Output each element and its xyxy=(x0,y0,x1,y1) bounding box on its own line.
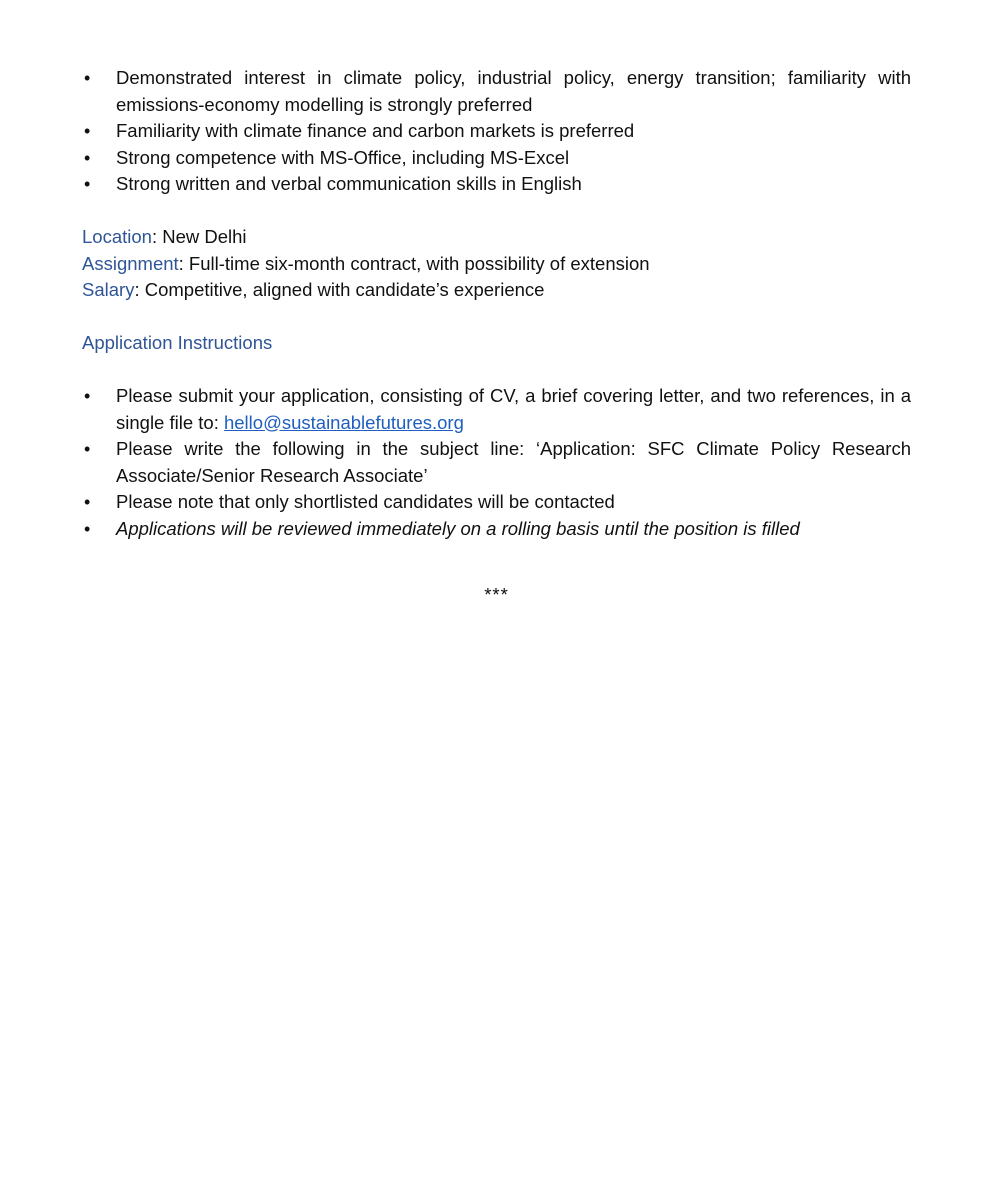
bullet-icon: • xyxy=(84,68,91,88)
bullet-icon: • xyxy=(84,492,91,512)
list-item xyxy=(82,436,911,489)
list-item xyxy=(82,118,911,145)
location-value: : New Delhi xyxy=(151,226,247,247)
spacer xyxy=(82,357,911,384)
spacer xyxy=(82,198,911,225)
list-item xyxy=(82,171,911,198)
list-item xyxy=(82,383,911,436)
application-list xyxy=(82,383,911,542)
spacer xyxy=(82,304,911,331)
location-label: Location xyxy=(82,226,152,247)
bullet-icon: • xyxy=(84,147,91,168)
application-item-text: Please note that only shortlisted candidates will be contacted xyxy=(116,491,615,512)
application-heading: Application Instructions xyxy=(82,332,273,353)
section-separator: *** xyxy=(484,584,509,605)
bullet-icon: • xyxy=(84,439,91,459)
document-page xyxy=(82,65,911,609)
bullet-icon: • xyxy=(84,518,91,539)
application-item-text: Applications will be reviewed immediately on a rolling basis until the position is filled xyxy=(116,517,800,539)
salary-value: : Competitive, aligned with candidate’s experience xyxy=(134,279,545,300)
requirement-text: Strong competence with MS-Office, including MS-Excel xyxy=(116,146,570,168)
list-item xyxy=(82,489,911,516)
list-item xyxy=(82,65,911,118)
bullet-icon: • xyxy=(84,174,91,194)
location-line xyxy=(82,224,911,251)
bullet-icon: • xyxy=(84,121,91,141)
requirement-text: Strong written and verbal communication skills in English xyxy=(116,173,582,194)
list-item xyxy=(82,145,911,172)
email-link[interactable]: hello@sustainablefutures.org xyxy=(223,411,464,433)
requirement-text: Demonstrated interest in climate policy, industrial policy, energy transition; familiarity with emissions-economy modelling is strongly preferred xyxy=(116,67,911,115)
assignment-label: Assignment xyxy=(82,252,179,274)
salary-label: Salary xyxy=(82,279,135,300)
salary-line xyxy=(82,277,911,304)
requirement-text: Familiarity with climate finance and carbon markets is preferred xyxy=(116,120,635,141)
assignment-value: : Full-time six-month contract, with possibility of extension xyxy=(178,252,650,274)
bullet-icon: • xyxy=(84,386,91,406)
application-item-text: Please submit your application, consisting of CV, a brief covering letter, and two references, in a single file to: xyxy=(116,385,911,433)
requirements-list xyxy=(82,65,911,198)
list-item xyxy=(82,516,911,543)
assignment-line xyxy=(82,251,911,278)
application-item-text: Please write the following in the subject line: ‘Application: SFC Climate Policy Research Associate/Senior Research Associate’ xyxy=(116,438,911,486)
